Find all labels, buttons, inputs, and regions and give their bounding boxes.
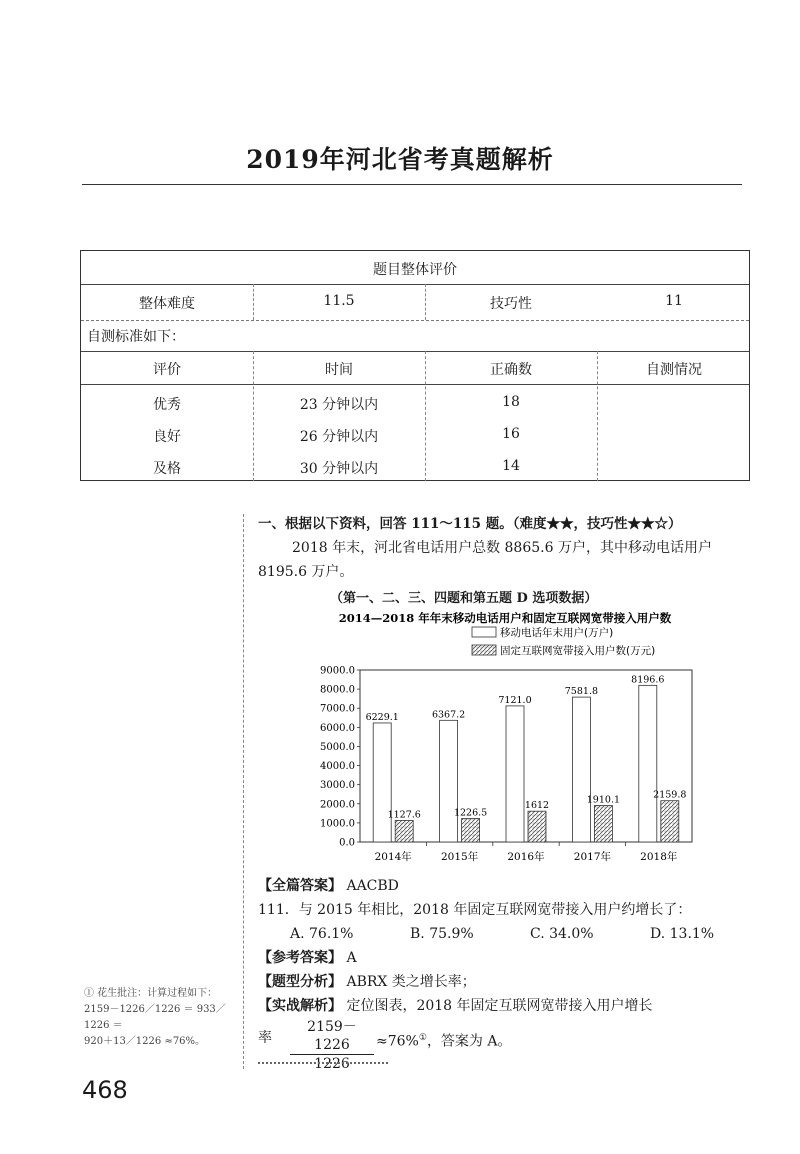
title-underline [82,184,742,185]
section-heading: 一、根据以下资料，回答 111～115 题。（难度★★，技巧性★★☆） [258,516,682,532]
row-time: 30 分钟以内 [299,461,379,477]
section-para: 2018 年末，河北省电话用户总数 8865.6 万户，其中移动电话用户 [292,540,712,556]
row-rating: 及格 [153,461,181,477]
skill-value: 11 [665,293,683,309]
y-tick-label: 4000.0 [320,761,355,773]
data-label: 7581.8 [564,686,599,698]
bar-chart [300,606,720,874]
side-note [84,986,234,1050]
legend-label: 固定互联网宽带接入用户数(万元) [500,645,656,657]
row-correct: 16 [502,426,520,442]
fraction-numerator: 2159－1226 [290,1018,374,1055]
y-tick-label: 1000.0 [320,818,355,830]
eval-header: 题目整体评价 [373,262,457,278]
bar-broadband [594,805,612,842]
bar-mobile [572,697,590,842]
footnote-mark: ① [418,1033,427,1043]
row-time: 26 分钟以内 [299,429,379,445]
solve-end: ，答案为 A。 [426,1033,512,1050]
option-c: C. 34.0% [530,926,594,942]
skill-label: 技巧性 [490,296,532,312]
solve-prefix: 率 [258,1030,272,1046]
x-tick-label: 2014年 [374,851,412,863]
x-tick-label: 2017年 [573,851,612,863]
row-rating: 良好 [153,429,181,445]
legend-label: 移动电话年末用户(万户) [500,627,614,639]
bar-broadband [395,820,413,842]
question-111: 111．与 2015 年相比，2018 年固定互联网宽带接入用户约增长了： [258,902,692,918]
data-label: 1127.6 [387,809,421,821]
y-tick-label: 2000.0 [320,799,355,811]
row-correct: 14 [502,458,520,474]
col-time: 时间 [325,362,353,378]
row-time: 23 分钟以内 [299,397,379,413]
y-tick-label: 5000.0 [320,741,355,753]
self-test-note: 自测标准如下： [87,329,185,345]
bar-mobile [440,720,458,842]
solve-tail: ≈76% [376,1033,419,1050]
y-tick-label: 7000.0 [320,703,355,715]
data-label: 6367.2 [431,709,466,721]
solve-label: 【实战解析】 [258,998,342,1014]
data-label: 2159.8 [653,789,687,801]
option-a: A. 76.1% [290,926,354,942]
fraction-denominator: 1226 [314,1056,350,1072]
side-note-heading: ① 花生批注：计算过程如下： [84,988,218,999]
chart-note: （第一、二、三、四题和第五题 D 选项数据） [330,591,598,606]
fraction [290,1018,374,1073]
data-label: 1612 [524,800,550,812]
solve-value: 定位图表，2018 年固定互联网宽带接入用户增长 [346,998,653,1014]
y-tick-label: 8000.0 [320,684,355,696]
bar-mobile [639,685,657,842]
data-label: 7121.0 [498,694,532,706]
full-answer-value: AACBD [346,878,399,894]
data-label: 1910.1 [586,794,621,806]
x-tick-label: 2016年 [507,851,545,863]
wavy-underline [258,1062,388,1064]
page-number: 468 [82,1076,128,1104]
x-tick-label: 2018年 [640,851,678,863]
y-tick-label: 0.0 [339,837,355,849]
y-tick-label: 3000.0 [320,780,355,792]
bar-mobile [506,706,524,842]
bar-mobile [373,723,391,842]
row-correct: 18 [502,394,520,410]
bar-broadband [661,801,679,842]
col-rating: 评价 [153,362,181,378]
data-label: 1226.5 [453,807,488,819]
side-note-line: 2159－1226／1226 ＝ 933／1226 ＝ [84,1004,226,1031]
legend-swatch [472,645,496,655]
difficulty-label: 整体难度 [139,296,195,312]
margin-divider [243,514,244,1069]
bar-broadband [528,811,546,842]
col-self: 自测情况 [646,362,702,378]
x-tick-label: 2015年 [440,851,479,863]
side-note-line: 920＋13／1226 ≈76%。 [84,1036,206,1047]
full-answer-label: 【全篇答案】 [258,878,342,894]
data-label: 8196.6 [631,674,665,686]
difficulty-value: 11.5 [323,293,355,309]
ref-answer-value: A [346,950,357,966]
chart-title: 2014—2018 年年末移动电话用户和固定互联网宽带接入用户数 [338,611,672,625]
y-tick-label: 9000.0 [320,665,355,677]
row-rating: 优秀 [153,397,181,413]
evaluation-table [80,250,750,481]
type-value: ABRX 类之增长率； [346,974,476,990]
type-label: 【题型分析】 [258,974,342,990]
section-para: 8195.6 万户。 [258,564,354,580]
page-title: 2019年河北省考真题解析 [246,145,554,174]
data-label: 6229.1 [365,711,399,723]
option-d: D. 13.1% [650,926,715,942]
legend-swatch [472,627,496,637]
ref-answer-label: 【参考答案】 [258,950,342,966]
bar-broadband [462,819,480,842]
col-correct: 正确数 [490,362,532,378]
y-tick-label: 6000.0 [320,722,355,734]
option-b: B. 75.9% [410,926,474,942]
